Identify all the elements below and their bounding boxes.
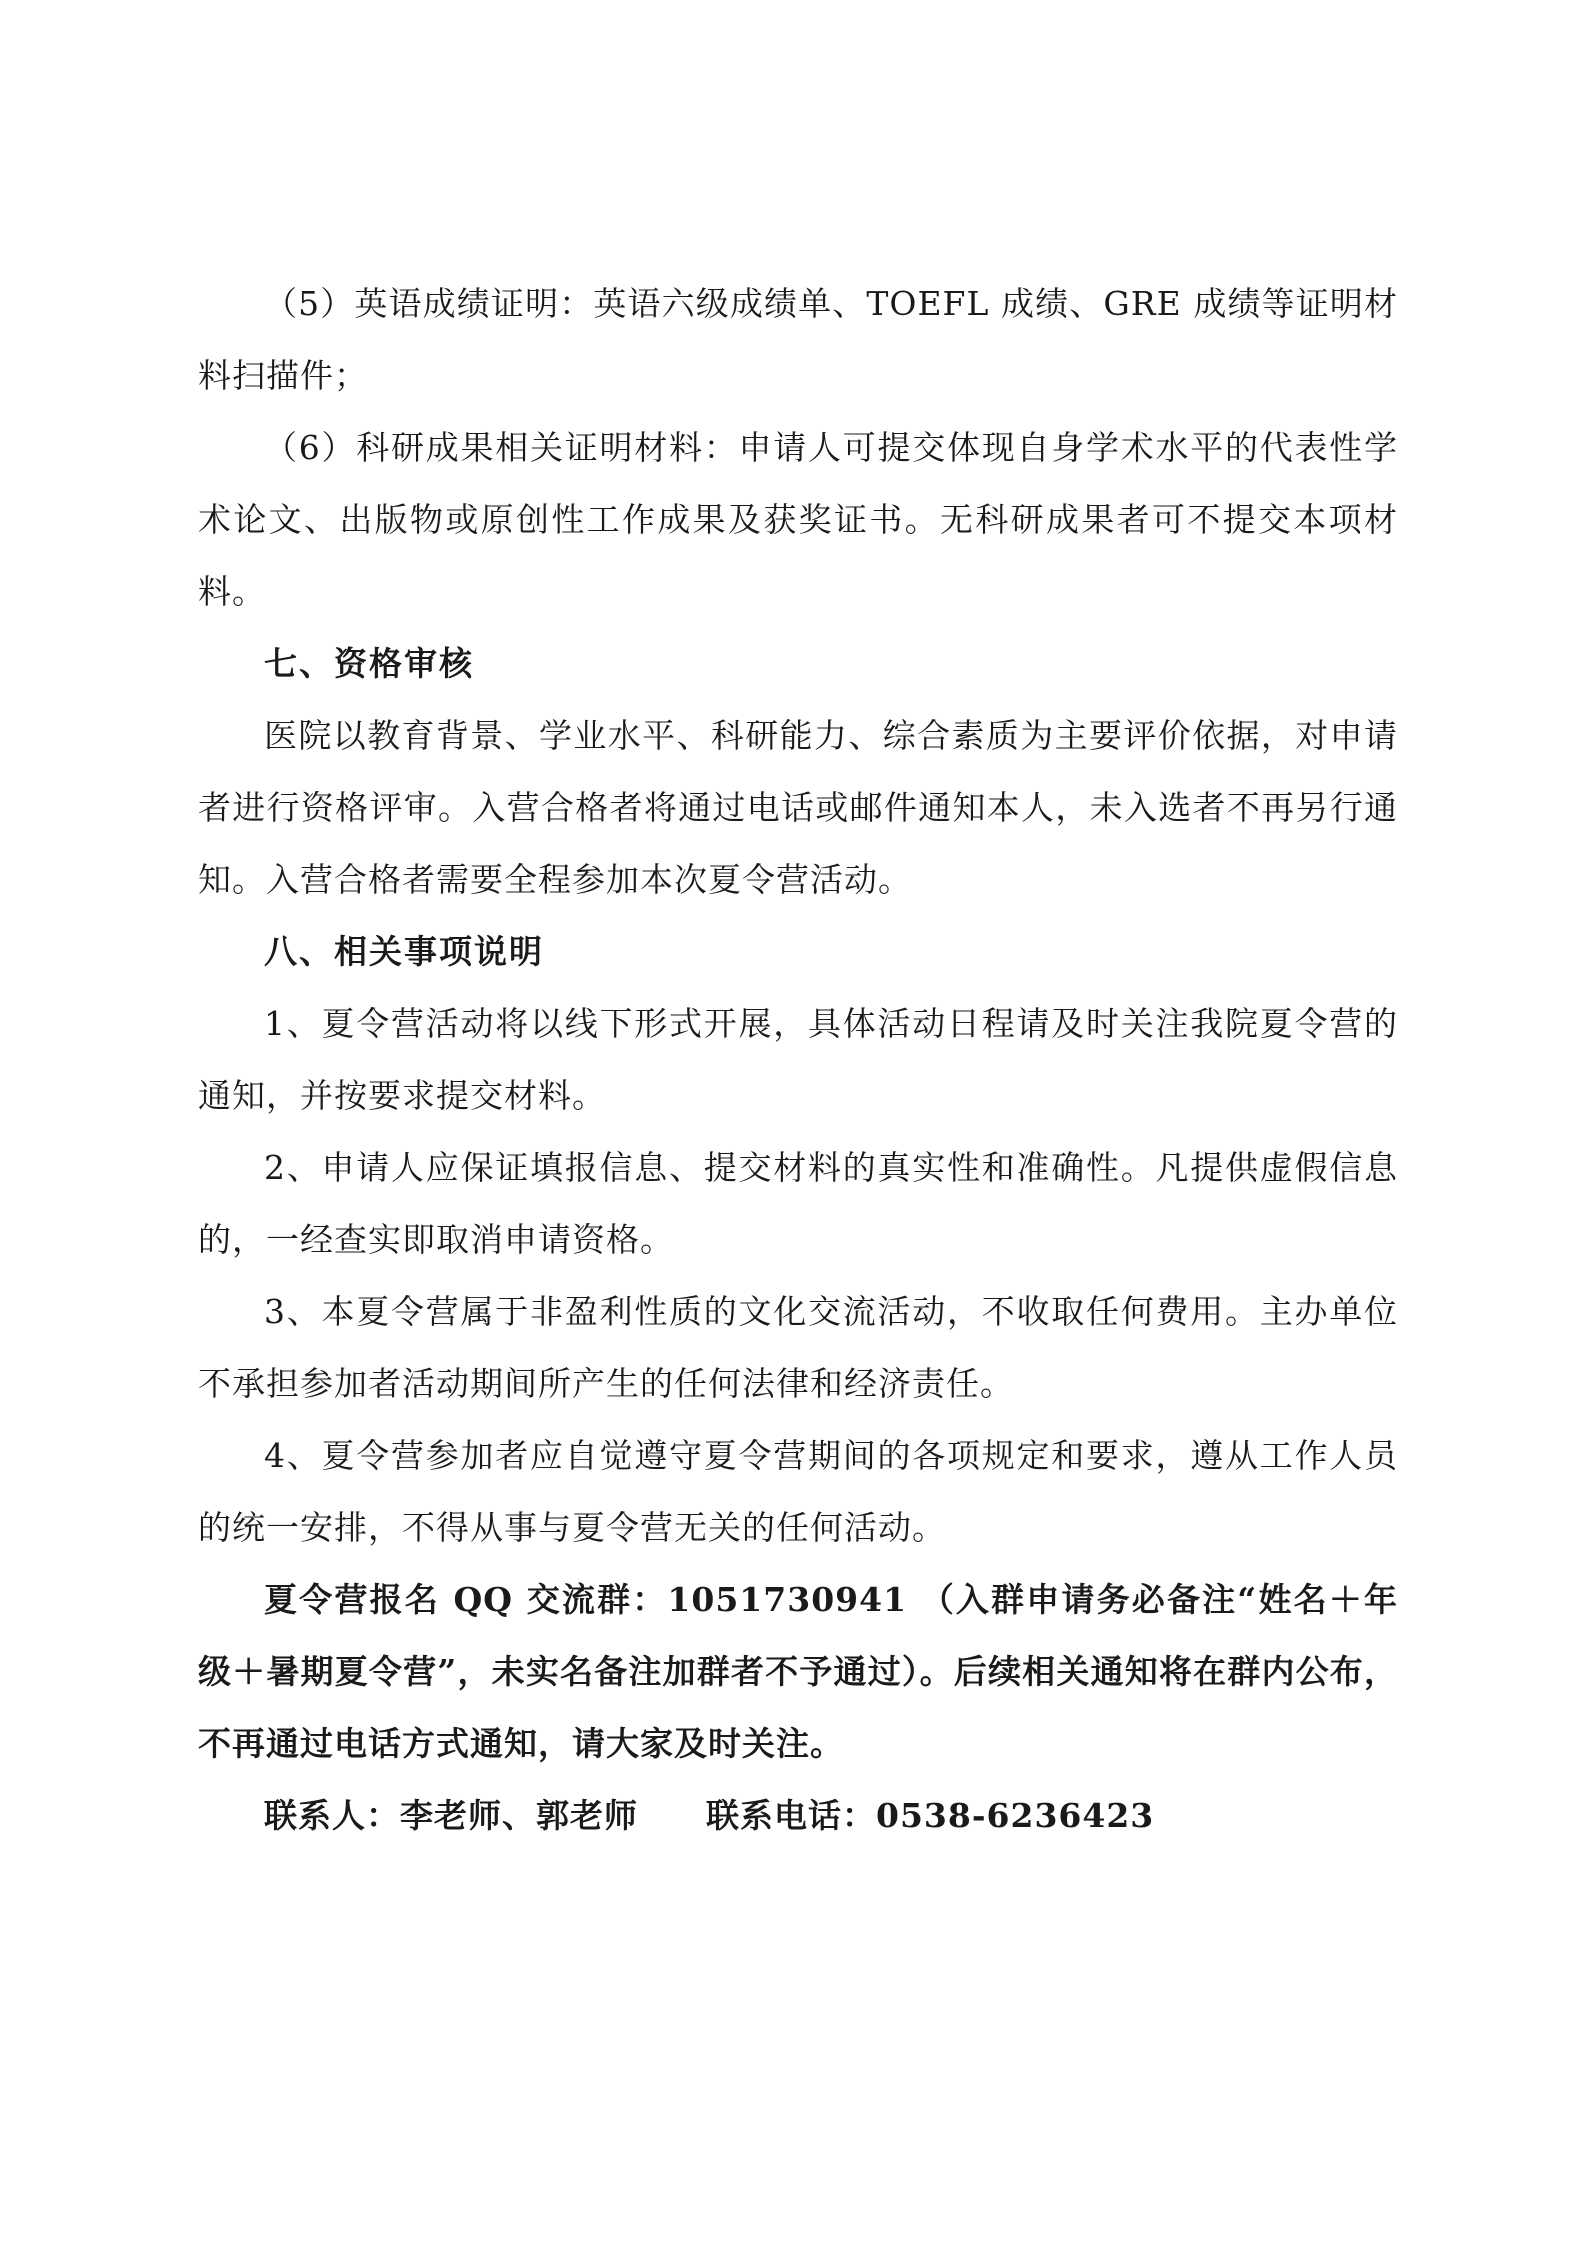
section-7-title: 七、资格审核 bbox=[264, 644, 474, 683]
section-8-title: 八、相关事项说明 bbox=[264, 932, 544, 971]
note-3: 3、本夏令营属于非盈利性质的文化交流活动，不收取任何费用。主办单位不承担参加者活动期间所产生的任何法律和经济责任。 bbox=[198, 1292, 1398, 1403]
note-4: 4、夏令营参加者应自觉遵守夏令营期间的各项规定和要求，遵从工作人员的统一安排，不得从事与夏令营无关的任何活动。 bbox=[198, 1436, 1398, 1547]
contact-info: 联系人：李老师、郭老师 联系电话：0538-6236423 bbox=[264, 1796, 1155, 1835]
qq-group-notice: 夏令营报名 QQ 交流群：1051730941 （入群申请务必备注“姓名＋年级＋暑期夏令营”，未实名备注加群者不予通过）。后续相关通知将在群内公布，不再通过电话方式通知，请大家及时关注。 bbox=[198, 1580, 1398, 1763]
item-6-research-materials: （6）科研成果相关证明材料：申请人可提交体现自身学术水平的代表性学术论文、出版物或原创性工作成果及获奖证书。无科研成果者可不提交本项材料。 bbox=[198, 428, 1398, 611]
section-7-body: 医院以教育背景、学业水平、科研能力、综合素质为主要评价依据，对申请者进行资格评审。入营合格者将通过电话或邮件通知本人，未入选者不再另行通知。入营合格者需要全程参加本次夏令营活动。 bbox=[198, 716, 1398, 899]
note-2: 2、申请人应保证填报信息、提交材料的真实性和准确性。凡提供虚假信息的，一经查实即取消申请资格。 bbox=[198, 1148, 1398, 1259]
note-1: 1、夏令营活动将以线下形式开展，具体活动日程请及时关注我院夏令营的通知，并按要求提交材料。 bbox=[198, 1004, 1398, 1115]
item-5-english-scores: （5）英语成绩证明：英语六级成绩单、TOEFL 成绩、GRE 成绩等证明材料扫描件； bbox=[198, 284, 1398, 395]
document-body bbox=[198, 268, 1398, 1852]
